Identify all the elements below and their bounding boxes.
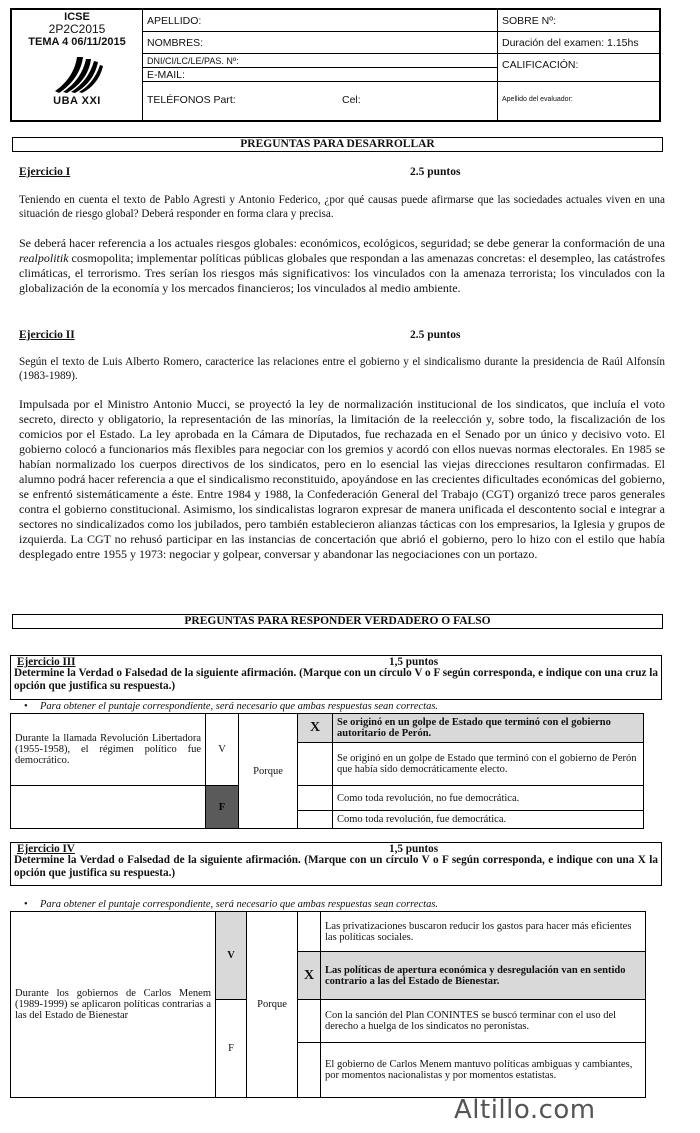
email-field[interactable]: [142, 68, 497, 82]
ex4-mark-2[interactable]: X: [298, 952, 321, 1000]
ex1-points: 2.5 puntos: [410, 166, 461, 178]
ex3-header-box: [10, 655, 662, 700]
ex4-option-4: El gobierno de Carlos Menem mantuvo políticas ambiguas y cambiantes, por momentos nacionalistas y por momentos estatistas.: [321, 1043, 646, 1098]
ex3-option-4: Como toda revolución, fue democrática.: [333, 811, 644, 829]
ex4-f-option[interactable]: F: [216, 1000, 247, 1098]
ex1-label: Ejercicio I: [19, 166, 71, 178]
exam-topic: TEMA 4 06/11/2015: [28, 36, 126, 48]
exam-admin-cell: [497, 10, 659, 120]
ex2-answer: Impulsada por el Ministro Antonio Mucci, se proyectó la ley de normalización institucional de los sindicatos, que incluía el voto secreto, directo y obligatorio, la representación de las minorías, la limitación de la reelección y, sobre todo, la fiscalización de los comicios por el Estado. La ley aprobada en la Cámara de Diputados, fue rechazada en el Senado por un único y decisivo voto. El gobierno colocó a funcionarios más flexibles para negociar con los gremios y acordó con ellos nuevas normas electorales. En 1985 se habían normalizado los cuerpos directivos de los sindicatos, pero en lo esencial las viejas direcciones resultaron confirmadas. El alumno podrá hacer referencia a que el sindicalismo reconstituido, apoyándose en las crecientes dificultades económicas del gobierno, se enfrentó sistemáticamente a éste. Entre 1984 y 1988, la Confederación General del Trabajo (CGT) organizó trece paros generales contra el gobierno constitucional. Asimismo, los sindicalistas lograron expresar de manera unificada el descontento social e integrar a sectores no sindicalizados como los jubilados, pero también establecieron alianzas tácticas con los empresarios, la Iglesia y grupos de izquierda. La CGT no rehusó participar en las instancias de concertación que abrió el gobierno, pero lo hizo con el estilo que había desplegado entre 1955 y 1973: negociar y golpear, conversar y abandonar las negociaciones con un portazo.: [19, 397, 665, 561]
ex4-v-option[interactable]: V: [216, 912, 247, 1000]
nombres-label: NOMBRES:: [147, 37, 204, 49]
section-title-verdadero-falso: PREGUNTAS PARA RESPONDER VERDADERO O FALSO: [12, 614, 663, 629]
ex3-note: • Para obtener el puntaje correspondiente, será necesario que ambas respuestas sean correctas.: [40, 701, 438, 712]
ex2-question: Según el texto de Luis Alberto Romero, caracterice las relaciones entre el gobierno y el sindicalismo durante la presidencia de Raúl Alfonsín (1983-1989).: [19, 356, 665, 382]
ex4-label: Ejercicio IV: [17, 843, 75, 855]
duracion-label: Duración del examen: 1.15hs: [502, 37, 639, 49]
ex3-option-1: Se originó en un golpe de Estado que terminó con el gobierno autoritario de Perón.: [333, 714, 644, 743]
ex4-points: 1,5 puntos: [389, 843, 439, 855]
ex3-porque: Porque: [239, 714, 298, 829]
ex3-points: 1,5 puntos: [389, 656, 439, 668]
ex3-mark-2[interactable]: [298, 743, 333, 786]
email-label: E-MAIL:: [147, 69, 185, 81]
ex3-f-option[interactable]: F: [206, 786, 239, 829]
exam-header: [10, 8, 661, 122]
ex3-option-2: Se originó en un golpe de Estado que terminó con el gobierno de Perón que había sido democráticamente electo.: [333, 743, 644, 786]
ex3-label: Ejercicio III: [17, 656, 76, 668]
ex4-mark-3[interactable]: [298, 1000, 321, 1043]
altillo-watermark: Altillo.com: [454, 1095, 596, 1125]
ex3-table: [10, 713, 644, 829]
ex3-v-option[interactable]: V: [206, 714, 239, 786]
ex1-answer: Se deberá hacer referencia a los actuales riesgos globales: económicos, ecológicos, seguridad; se debe generar la conformación de una realpolitik cosmopolita; implementar políticas públicas globales que respondan a las amenazas concretas: el desempleo, las catástrofes climáticas, el terrorismo. Tres serían los riesgos más significativos: los vinculados con la amenaza terrorista; los vinculados con la globalización de la economía y los mercados financieros; los vinculados al medio ambiente.: [19, 236, 666, 295]
exam-code: 2P2C2015: [48, 22, 106, 36]
ex3-statement: Durante la llamada Revolución Libertadora (1955-1958), el régimen político fue democrático.: [11, 714, 206, 786]
calificacion-label: CALIFICACIÓN:: [502, 59, 579, 71]
evaluador-field[interactable]: [497, 82, 659, 120]
ex4-option-2: Las políticas de apertura económica y desregulación van en sentido contrario a las del Estado de Bienestar.: [321, 952, 646, 1000]
ex4-option-3: Con la sanción del Plan CONINTES se buscó terminar con el uso del derecho a huelga de los sindicatos no peronistas.: [321, 1000, 646, 1043]
institution-name: UBA XXI: [53, 95, 101, 107]
ex4-instruction: Determine la Verdad o Falsedad de la siguiente afirmación. (Marque con un círculo V o F según corresponda, e indique con una X la opción que justifica su respuesta.): [14, 854, 658, 879]
sobre-field[interactable]: [497, 10, 659, 32]
ex4-statement: Durante los gobiernos de Carlos Menem (1989-1999) se aplicaron políticas contrarias a las del Estado de Bienestar: [11, 912, 216, 1098]
ex4-mark-4[interactable]: [298, 1043, 321, 1098]
apellido-field[interactable]: [142, 10, 497, 32]
course-name: ICSE: [64, 11, 90, 23]
ex4-note: • Para obtener el puntaje correspondiente, será necesario que ambas respuestas sean correctas.: [40, 899, 438, 910]
ex1-question: Teniendo en cuenta el texto de Pablo Agresti y Antonio Federico, ¿por qué causas puede afirmarse que las sociedades actuales viven en una situación de riesgo global? Deberá responder en forma clara y precisa.: [19, 194, 665, 220]
header-logo-cell: [12, 10, 143, 120]
evaluador-label: Apellido del evaluador:: [502, 96, 573, 103]
telefonos-field[interactable]: [142, 82, 497, 120]
ex3-option-3: Como toda revolución, no fue democrática.: [333, 786, 644, 811]
cel-label: Cel:: [342, 94, 361, 106]
nombres-field[interactable]: [142, 32, 497, 54]
ex3-statement-pad: [11, 786, 206, 829]
ex4-option-1: Las privatizaciones buscaron reducir los gastos para hacer más eficientes las políticas sociales.: [321, 912, 646, 952]
duracion-field: [497, 32, 659, 54]
ex3-instruction: Determine la Verdad o Falsedad de la siguiente afirmación. (Marque con un círculo V o F según corresponda, e indique con una cruz la opción que justifica su respuesta.): [14, 667, 658, 692]
sobre-label: SOBRE Nº:: [502, 15, 557, 27]
ex2-points: 2.5 puntos: [410, 329, 461, 341]
section-title-desarrollar: PREGUNTAS PARA DESARROLLAR: [12, 137, 663, 152]
ex3-mark-3[interactable]: [298, 786, 333, 811]
ex4-table: [10, 911, 646, 1098]
ex4-mark-1[interactable]: [298, 912, 321, 952]
ex4-header-box: [10, 842, 662, 886]
ex2-label: Ejercicio II: [19, 329, 75, 341]
telefonos-label: TELÉFONOS Part:: [147, 94, 236, 106]
calificacion-field[interactable]: [497, 54, 659, 82]
dni-label: DNI/CI/LC/LE/PAS. Nº:: [147, 56, 239, 66]
ex3-mark-1[interactable]: X: [298, 714, 333, 743]
ex4-porque: Porque: [247, 912, 298, 1098]
student-info-cell: [142, 10, 498, 120]
dni-field[interactable]: [142, 54, 497, 68]
ex3-mark-4[interactable]: [298, 811, 333, 829]
uba-xxi-logo-icon: [49, 53, 105, 93]
apellido-label: APELLIDO:: [147, 15, 202, 27]
